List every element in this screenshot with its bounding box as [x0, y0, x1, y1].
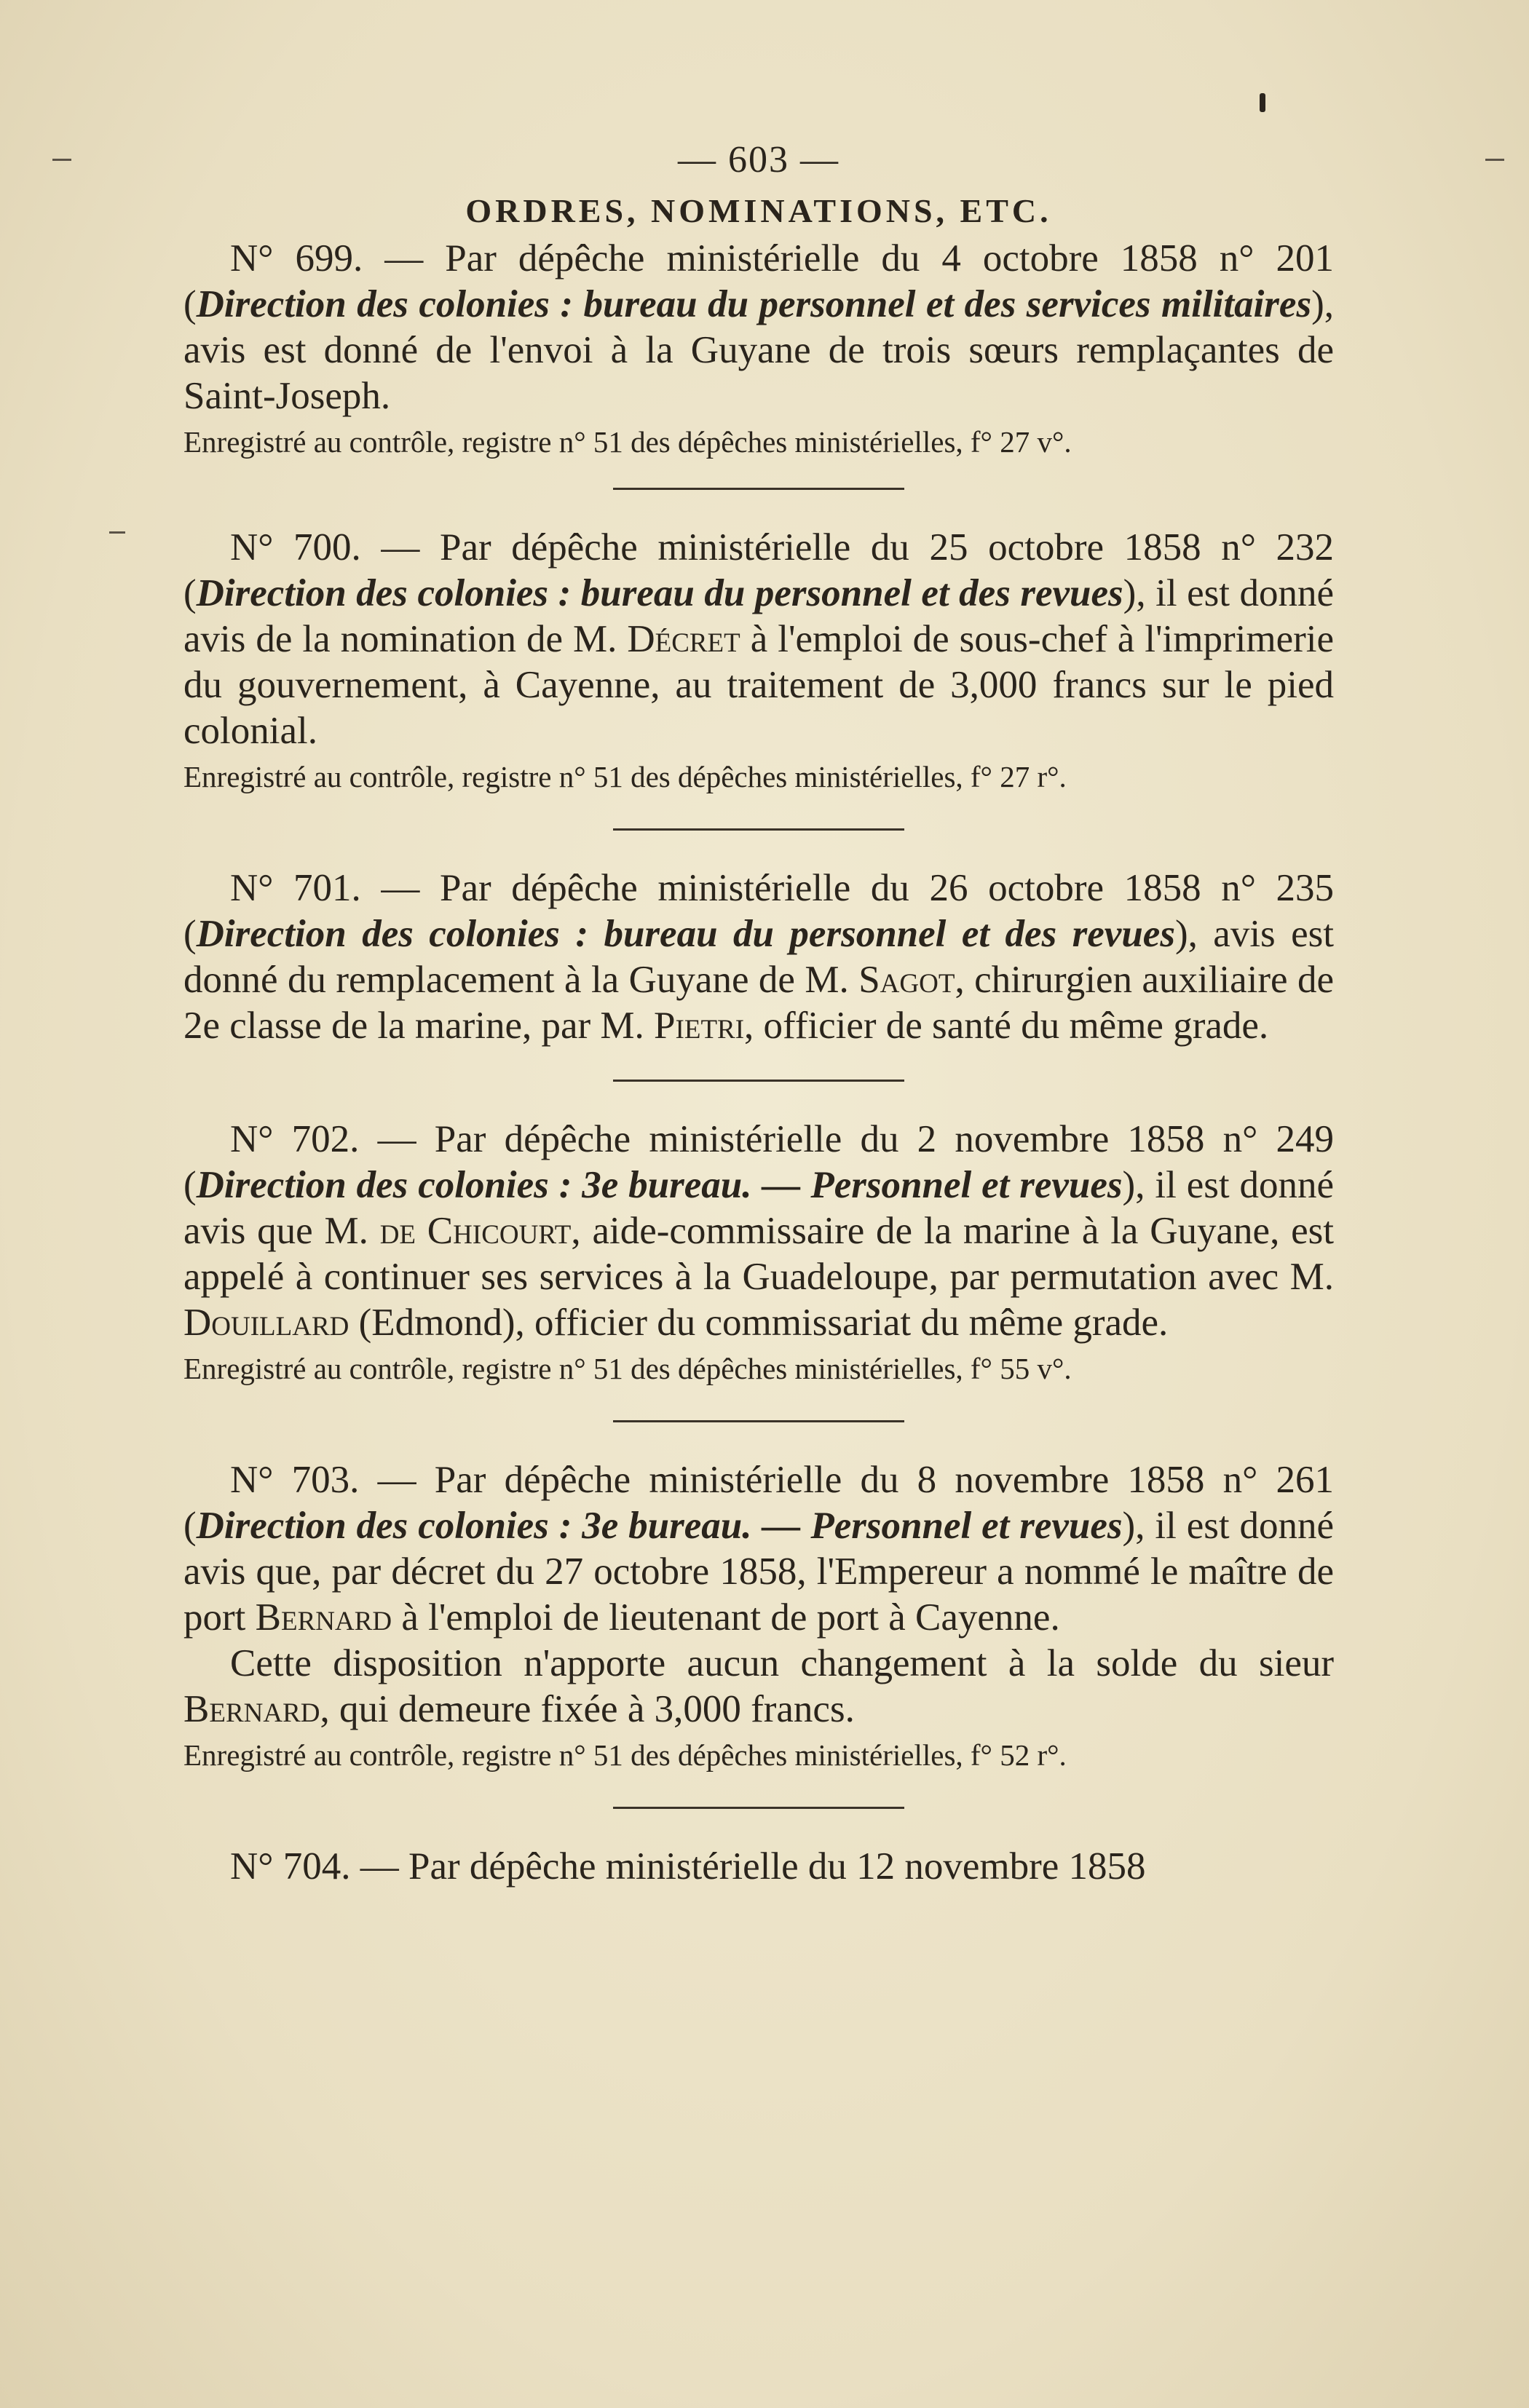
separator-rule	[613, 488, 904, 490]
entry-text: N° 702. — Par dépêche ministérielle du 2 novembre 1858 n° 249 (Direction des colonies : 3e bureau. — Personnel et revues), il est donné avis que M. de Chicourt, aide-commissaire de la marine à la Guyane, est appelé à continuer ses services à la Guadeloupe, par permutation avec M. Douillard (Edmond), officier du commissariat du même grade.	[183, 1118, 1335, 1344]
margin-mark	[1485, 159, 1504, 161]
entry-text: N° 704. — Par dépêche ministérielle du 12 novembre 1858	[230, 1845, 1146, 1888]
registration-note: Enregistré au contrôle, registre n° 51 des dépêches ministérielles, f° 55 v°.	[183, 1352, 1072, 1385]
entry-699	[183, 236, 1334, 463]
margin-mark	[109, 531, 125, 534]
entry-703	[183, 1457, 1334, 1776]
entry-text: N° 699. — Par dépêche ministérielle du 4 octobre 1858 n° 201 (Direction des colonies : bureau du personnel et des services militaires), avis est donné de l'envoi à la Guyane de trois sœurs remplaçantes de Saint-Joseph.	[183, 237, 1334, 417]
entry-text: N° 701. — Par dépêche ministérielle du 26 octobre 1858 n° 235 (Direction des colonies : bureau du personnel et des revues), avis est donné du remplacement à la Guyane de M. Sagot, chirurgien auxiliaire de 2e classe de la marine, par M. Pietri, officier de santé du même grade.	[183, 867, 1334, 1047]
entry-text-continued: Cette disposition n'apporte aucun changement à la solde du sieur Bernard, qui demeure fixée à 3,000 francs.	[183, 1642, 1334, 1730]
separator-rule	[613, 828, 904, 831]
entry-701	[183, 866, 1334, 1049]
ink-spot	[1260, 93, 1265, 112]
registration-note: Enregistré au contrôle, registre n° 51 des dépêches ministérielles, f° 52 r°.	[183, 1738, 1067, 1772]
entry-text: N° 700. — Par dépêche ministérielle du 25 octobre 1858 n° 232 (Direction des colonies : bureau du personnel et des revues), il est donné avis de la nomination de M. Décret à l'emploi de sous-chef à l'imprimerie du gouvernement, à Cayenne, au traitement de 3,000 francs sur le pied colonial.	[183, 526, 1335, 752]
document-page	[183, 138, 1334, 1890]
entry-700	[183, 525, 1334, 798]
registration-note: Enregistré au contrôle, registre n° 51 des dépêches ministérielles, f° 27 v°.	[183, 425, 1072, 459]
entry-702	[183, 1117, 1334, 1390]
separator-rule	[613, 1080, 904, 1082]
margin-mark	[52, 159, 71, 161]
entry-text: N° 703. — Par dépêche ministérielle du 8 novembre 1858 n° 261 (Direction des colonies : 3e bureau. — Personnel et revues), il est donné avis que, par décret du 27 octobre 1858, l'Empereur a nommé le maître de port Bernard à l'emploi de lieutenant de port à Cayenne.	[183, 1459, 1334, 1639]
registration-note: Enregistré au contrôle, registre n° 51 des dépêches ministérielles, f° 27 r°.	[183, 760, 1067, 793]
entry-704	[183, 1844, 1334, 1890]
separator-rule	[613, 1420, 904, 1422]
separator-rule	[613, 1807, 904, 1809]
page-number: — 603 —	[678, 139, 839, 181]
section-heading: ORDRES, NOMINATIONS, ETC.	[465, 192, 1052, 229]
